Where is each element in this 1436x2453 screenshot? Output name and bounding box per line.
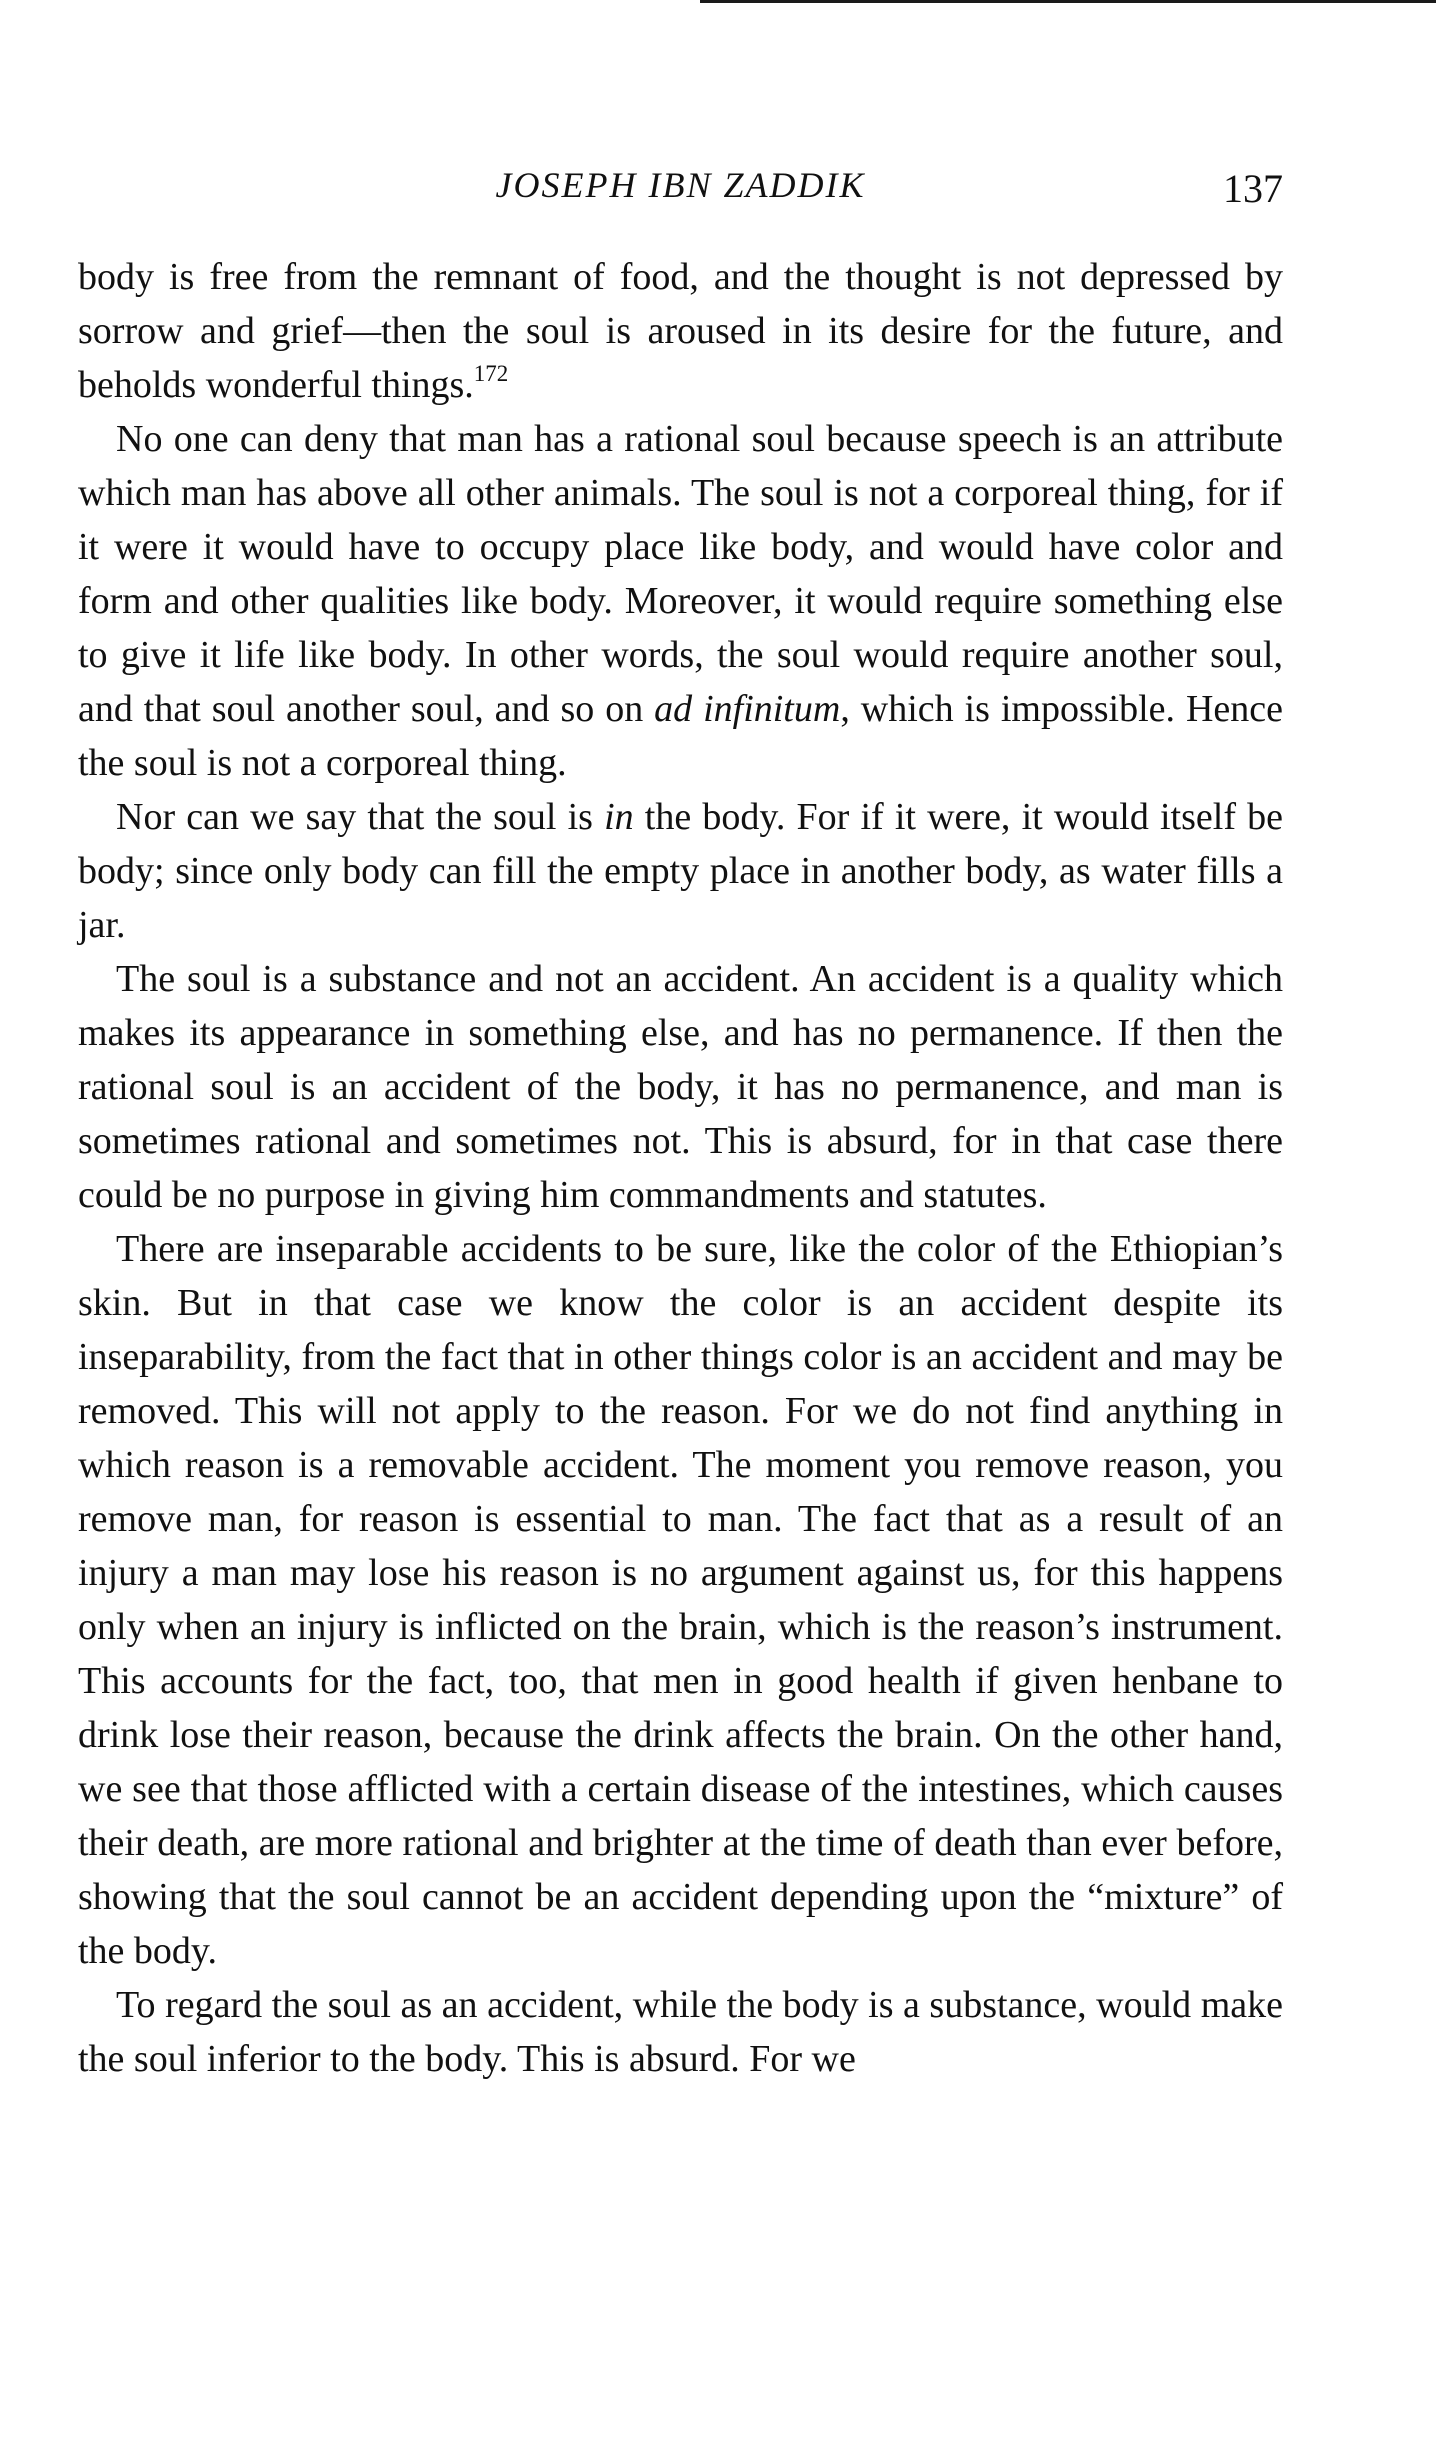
top-rule	[700, 0, 1436, 3]
paragraph-2-text-a: No one can deny that man has a rational soul because speech is an attribute which man has above all other animals. The soul is not a corporeal thing, for if it were it would have to occupy place like body, and would have color and form and other qualities like body. Moreover, it would require something else to give it life like body. In other words, the soul would require another soul, and that soul another soul, and so on	[78, 418, 1283, 730]
paragraph-2-italic: ad infinitum	[654, 688, 841, 730]
footnote-reference: 172	[473, 361, 509, 386]
page-number: 137	[1223, 166, 1283, 211]
body-text	[78, 250, 1283, 2086]
paragraph-6-text: To regard the soul as an accident, while the body is a substance, would make the soul inferior to the body. This is absurd. For we	[78, 1984, 1283, 2080]
paragraph-3	[78, 790, 1283, 952]
paragraph-2-text-b: , which is impossible. Hence the soul is not a corporeal thing.	[78, 688, 1283, 784]
paragraph-5	[78, 1222, 1283, 1978]
paragraph-4	[78, 952, 1283, 1222]
paragraph-4-text: The soul is a substance and not an accident. An accident is a quality which makes its appearance in something else, and has no permanence. If then the rational soul is an accident of the body, it has no permanence, and man is sometimes rational and sometimes not. This is absurd, for in that case there could be no purpose in giving him commandments and statutes.	[78, 958, 1283, 1216]
paragraph-3-text-a: Nor can we say that the soul is	[116, 796, 605, 838]
paragraph-3-text-b: the body. For if it were, it would itself be body; since only body can fill the empty place in another body, as water fills a jar.	[78, 796, 1283, 946]
paragraph-1-text: body is free from the remnant of food, and the thought is not depressed by sorrow and grief—then the soul is aroused in its desire for the future, and beholds wonderful things.	[78, 256, 1283, 406]
paragraph-3-italic: in	[604, 796, 634, 838]
paragraph-6	[78, 1978, 1283, 2086]
paragraph-5-text: There are inseparable accidents to be sure, like the color of the Ethiopian’s skin. But in that case we know the color is an accident despite its inseparability, from the fact that in other things color is an accident and may be removed. This will not apply to the reason. For we do not find anything in which reason is a removable accident. The moment you remove reason, you remove man, for reason is essential to man. The fact that as a result of an injury a man may lose his reason is no argument against us, for this happens only when an injury is inflicted on the brain, which is the reason’s instrument. This accounts for the fact, too, that men in good health if given henbane to drink lose their reason, because the drink affects the brain. On the other hand, we see that those afflicted with a certain disease of the intestines, which causes their death, are more rational and brighter at the time of death than ever before, showing that the soul cannot be an accident depending upon the “mixture” of the body.	[78, 1228, 1283, 1972]
running-title: JOSEPH IBN ZADDIK	[495, 165, 866, 205]
running-head	[78, 160, 1283, 210]
paragraph-1	[78, 250, 1283, 412]
paragraph-2	[78, 412, 1283, 790]
